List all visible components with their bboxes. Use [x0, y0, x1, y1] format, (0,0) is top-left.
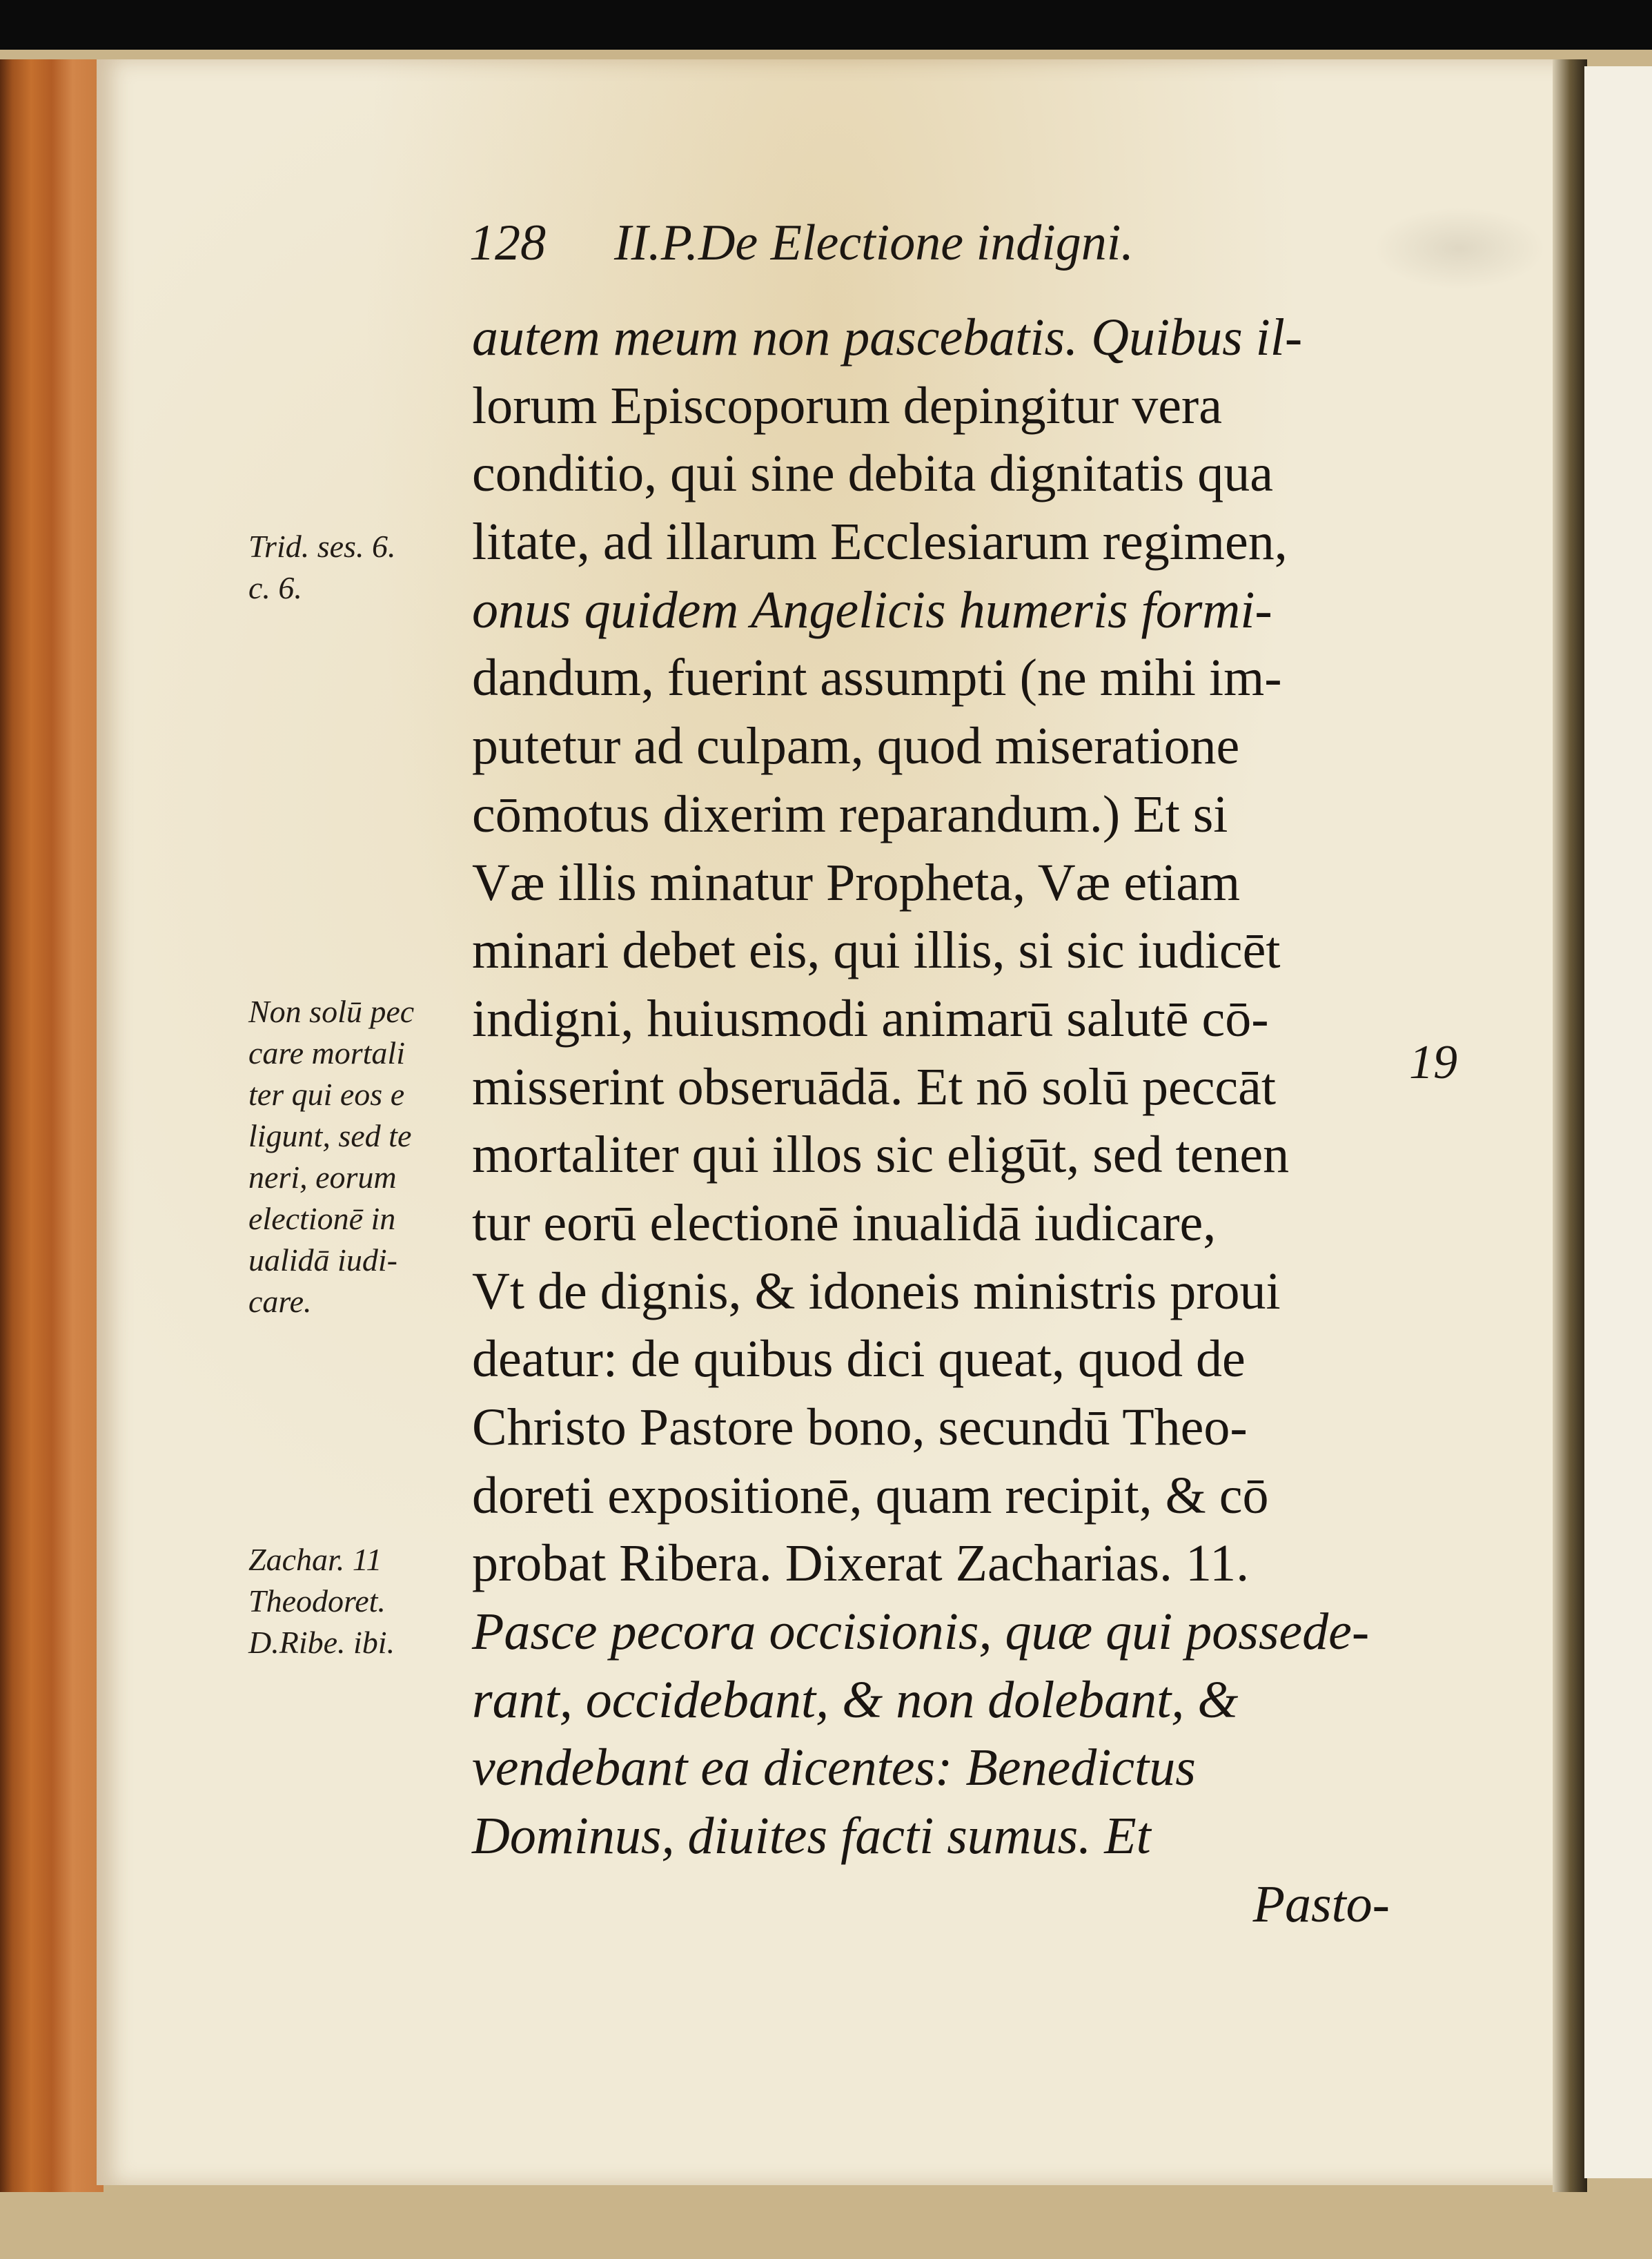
margin-note-line: c. 6.	[248, 570, 302, 605]
text-line	[472, 1189, 1390, 1258]
margin-note-line: Theodoret.	[248, 1583, 386, 1619]
text-line	[472, 712, 1390, 781]
text-line-content: litate, ad illarum Ecclesiarum regimen,	[472, 513, 1288, 571]
margin-note-line: ter qui eos e	[248, 1077, 405, 1112]
text-line-content: probat Ribera. Dixerat Zacharias. 11.	[472, 1534, 1250, 1593]
text-line-content: conditio, qui sine debita dignitatis qua	[472, 444, 1273, 503]
text-line-content: tur eorū electionē inualidā iudicare,	[472, 1193, 1217, 1252]
margin-note-zachar	[248, 1539, 476, 1663]
text-line	[472, 304, 1390, 372]
text-line-content: putetur ad culpam, quod miseratione	[472, 717, 1240, 776]
text-line-content: Væ illis minatur Propheta, Væ etiam	[472, 853, 1241, 912]
margin-note-line: Zachar. 11	[248, 1542, 382, 1577]
text-line	[472, 1393, 1390, 1462]
margin-note-line: care.	[248, 1284, 312, 1319]
text-line	[472, 644, 1390, 712]
margin-note-line: neri, eorum	[248, 1160, 397, 1195]
text-line-content: mortaliter qui illos sic eligūt, sed tenen	[472, 1126, 1290, 1184]
text-line-content: autem meum non pascebatis. Quibus il-	[472, 309, 1303, 366]
text-line-content: dandum, fuerint assumpti (ne mihi im-	[472, 649, 1282, 707]
outer-margin-number: 19	[1409, 1036, 1457, 1089]
text-line	[472, 781, 1390, 849]
text-line-content: rant, occidebant, & non dolebant, &	[472, 1670, 1239, 1729]
text-line	[472, 576, 1390, 645]
facing-page-edge	[1584, 66, 1652, 2178]
text-line	[472, 917, 1390, 985]
text-line	[472, 1598, 1390, 1666]
text-line	[472, 1666, 1390, 1734]
text-line	[472, 985, 1390, 1053]
text-line-content: Vt de dignis, & idoneis ministris proui	[472, 1262, 1281, 1320]
catchword-line	[472, 1870, 1390, 1939]
margin-note-line: ligunt, sed te	[248, 1118, 412, 1153]
margin-note-line: Non solū pec	[248, 994, 415, 1029]
text-line-content: onus quidem Angelicis humeris formi-	[472, 580, 1272, 639]
margin-note-non-solu	[248, 991, 476, 1322]
margin-note-line: ualidā iudi-	[248, 1242, 397, 1278]
running-head: II.P.De Electione indigni.	[614, 215, 1134, 271]
margin-note-line: D.Ribe. ibi.	[248, 1625, 395, 1660]
page-header	[469, 207, 1435, 283]
text-line-content: misserint obseruādā. Et nō solū peccāt	[472, 1057, 1277, 1116]
text-line-content: Dominus, diuites facti sumus. Et	[472, 1807, 1151, 1866]
text-line	[472, 1802, 1390, 1870]
text-line-content: minari debet eis, qui illis, si sic iudicēt	[472, 921, 1281, 980]
margin-note-line: Trid. ses. 6.	[248, 529, 396, 564]
page-number: 128	[469, 215, 546, 271]
page-edges	[0, 59, 104, 2192]
text-line-content: Pasce pecora occisionis, quæ qui possede-	[472, 1603, 1370, 1661]
margin-note-line: care mortali	[248, 1035, 405, 1070]
text-line-content: vendebant ea dicentes: Benedictus	[472, 1739, 1196, 1797]
gutter-shadow	[1553, 59, 1587, 2192]
text-line	[472, 1258, 1390, 1326]
catchword: Pasto-	[1252, 1875, 1390, 1933]
text-line-content: cōmotus dixerim reparandum.) Et si	[472, 785, 1228, 843]
text-line-content: doreti expositionē, quam recipit, & cō	[472, 1466, 1269, 1525]
text-line-content: Christo Pastore bono, secundū Theo-	[472, 1398, 1248, 1456]
text-line	[472, 1734, 1390, 1802]
text-line	[472, 1325, 1390, 1393]
text-line-content: lorum Episcoporum depingitur vera	[472, 376, 1222, 435]
text-line	[472, 440, 1390, 508]
text-line	[472, 1053, 1390, 1122]
text-line-content: indigni, huiusmodi animarū salutē cō-	[472, 989, 1269, 1048]
text-line	[472, 1121, 1390, 1189]
margin-note-trid	[248, 526, 476, 609]
text-line	[472, 1529, 1390, 1598]
text-line	[472, 849, 1390, 917]
text-line-content: deatur: de quibus dici queat, quod de	[472, 1330, 1246, 1389]
text-line	[472, 508, 1390, 576]
margin-note-line: electionē in	[248, 1201, 396, 1236]
text-line	[472, 372, 1390, 440]
text-line	[472, 1462, 1390, 1530]
main-text-block	[472, 304, 1390, 1939]
